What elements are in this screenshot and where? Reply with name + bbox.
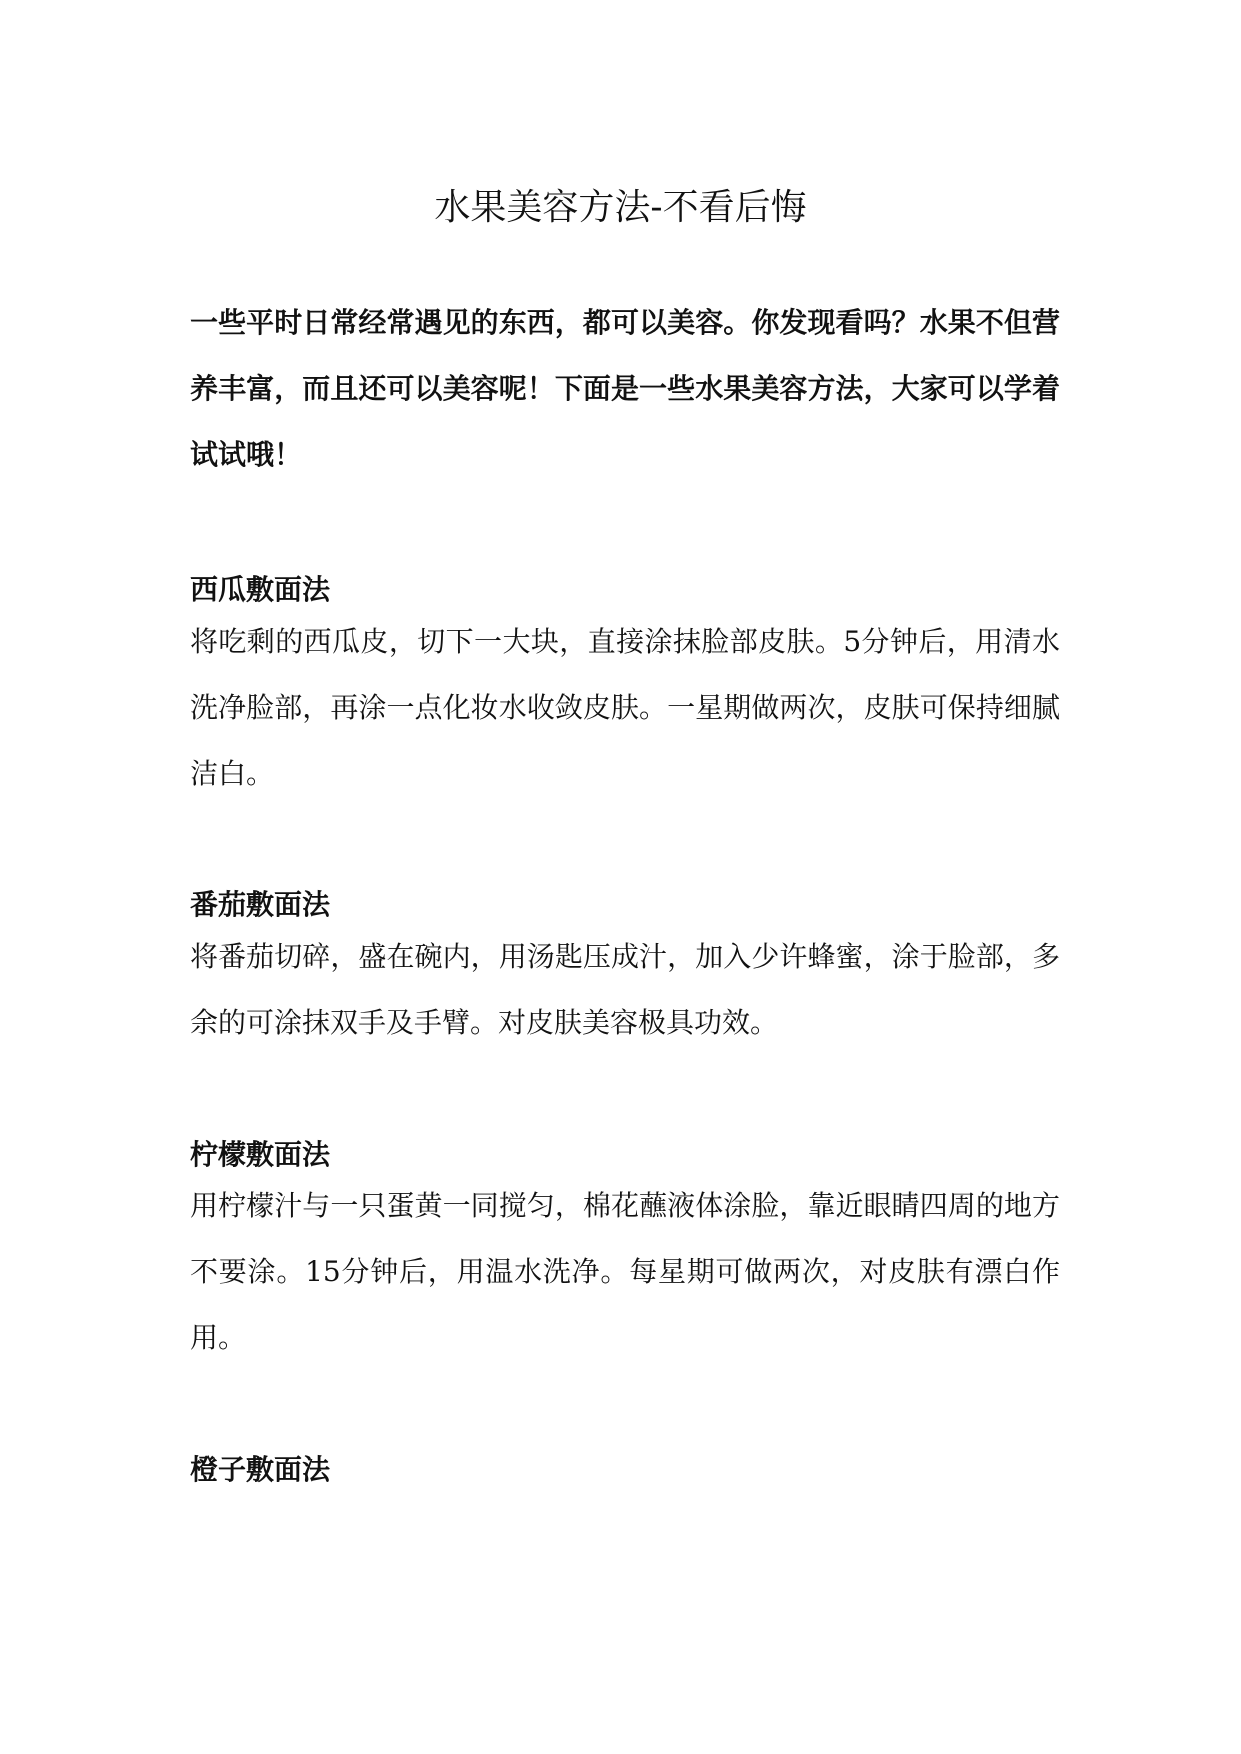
section-heading-watermelon: 西瓜敷面法 bbox=[190, 573, 331, 606]
section-body-lemon: 用柠檬汁与一只蛋黄一同搅匀，棉花蘸液体涂脸，靠近眼睛四周的地方不要涂。15分钟后，用温水洗净。每星期可做两次，对皮肤有漂白作用。 bbox=[190, 1189, 1060, 1354]
section-heading-orange: 橙子敷面法 bbox=[190, 1453, 331, 1486]
intro-paragraph: 一些平时日常经常遇见的东西，都可以美容。你发现看吗？水果不但营养丰富，而且还可以美容呢！下面是一些水果美容方法，大家可以学着试试哦！ bbox=[190, 306, 1060, 471]
section-heading-lemon: 柠檬敷面法 bbox=[190, 1138, 331, 1171]
section-body-watermelon: 将吃剩的西瓜皮，切下一大块，直接涂抹脸部皮肤。5分钟后，用清水洗净脸部，再涂一点化妆水收敛皮肤。一星期做两次，皮肤可保持细腻洁白。 bbox=[190, 625, 1060, 790]
section-body-tomato: 将番茄切碎，盛在碗内，用汤匙压成汁，加入少许蜂蜜，涂于脸部，多余的可涂抹双手及手臂。对皮肤美容极具功效。 bbox=[190, 940, 1060, 1039]
section-heading-tomato: 番茄敷面法 bbox=[190, 888, 331, 921]
document-title: 水果美容方法-不看后悔 bbox=[434, 187, 807, 228]
